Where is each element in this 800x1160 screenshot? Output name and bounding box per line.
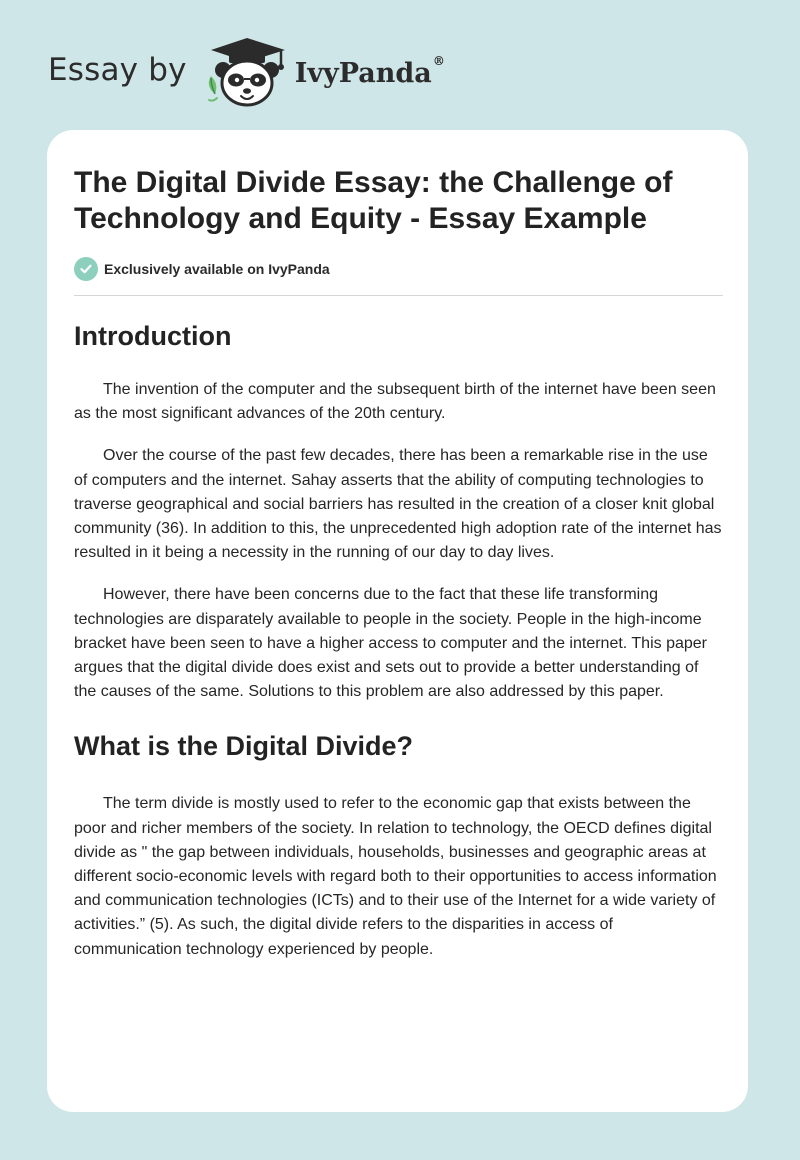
section-what-is-digital-divide [74,730,723,961]
brand-prefix: Essay by [48,52,187,88]
site-header [48,36,445,108]
check-circle-icon [74,257,98,281]
page-title: The Digital Divide Essay: the Challenge of Technology and Equity - Essay Example [74,166,673,235]
panda-graduate-icon [201,36,293,108]
title-divider [74,295,723,296]
registered-mark: ® [432,53,445,68]
paragraph: Over the course of the past few decades, there has been a remarkable rise in the use of computers and the internet. Sahay asserts that the ability of computing technologies to traverse geographical and social barriers has resulted in the creation of a closer knit global community (36). In addition to this, the unprecedented high adoption rate of the internet has resulted in it being a necessity in the running of our day to day lives. [74,447,722,562]
brand-name-text: IvyPanda [294,57,432,89]
exclusive-badge [74,257,723,281]
section-introduction [74,320,723,704]
essay-content [74,165,723,962]
essay-card [47,130,748,1112]
paragraph: The term divide is mostly used to refer to the economic gap that exists between the poor and richer members of the society. In relation to technology, the OECD defines digital divide as " the gap between individuals, households, businesses and geographic areas at different socio-economic levels with regard both to their opportunities to access information and communication technologies (ICTs) and to their use of the Internet for a wide variety of activities.” (5). As such, the digital divide refers to the disparities in access of communication technology experienced by people. [74,795,717,958]
paragraph: However, there have been concerns due to the fact that these life transforming technologies are disparately available to people in the society. People in the high-income bracket have been seen to have a higher access to computer and the internet. This paper argues that the digital divide does exist and sets out to provide a better understanding of the causes of the same. Solutions to this problem are also addressed by this paper. [74,586,707,701]
checkmark-icon [79,262,93,276]
brand-name [294,53,445,89]
section-heading: Introduction [74,321,232,351]
section-heading: What is the Digital Divide? [74,731,414,762]
badge-label: Exclusively available on IvyPanda [104,261,330,277]
paragraph: The invention of the computer and the subsequent birth of the internet have been seen as the most significant advances of the 20th century. [74,381,716,423]
